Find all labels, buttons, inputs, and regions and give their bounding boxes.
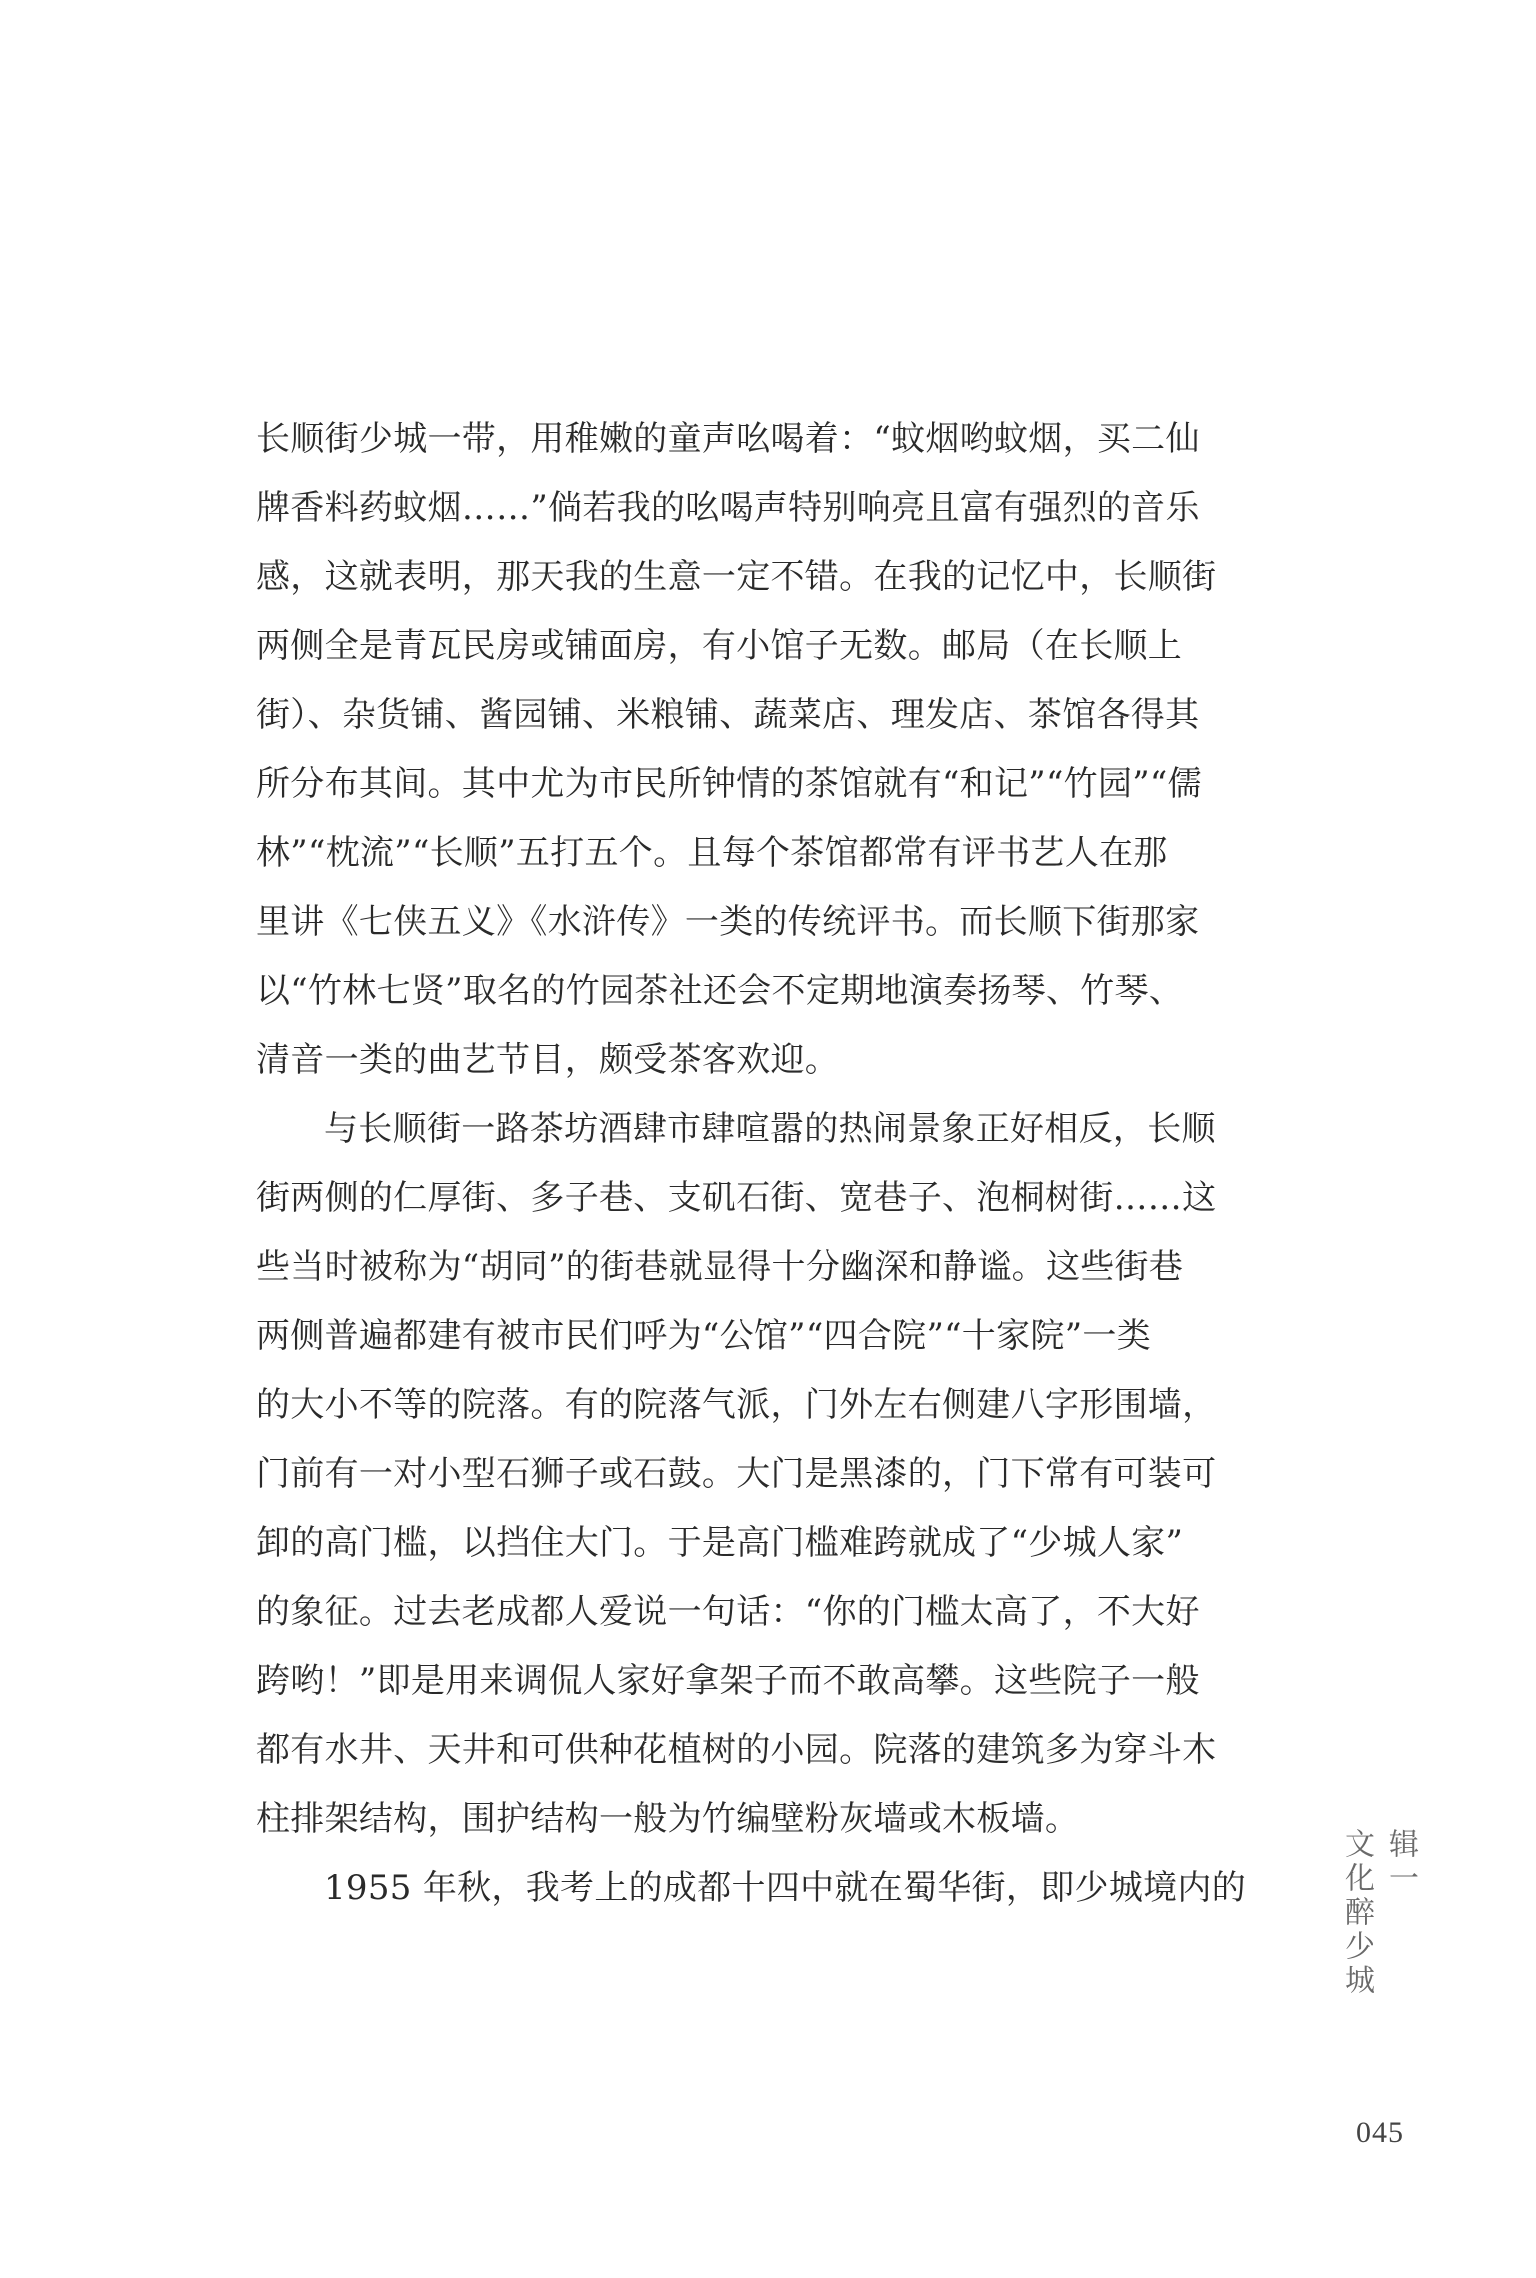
text-line: 长顺街少城一带，用稚嫩的童声吆喝着：“蚊烟哟蚊烟，买二仙 xyxy=(256,419,1200,459)
text-line: 街两侧的仁厚街、多子巷、支矶石街、宽巷子、泡桐树街……这 xyxy=(256,1178,1217,1218)
text-line: 街）、杂货铺、酱园铺、米粮铺、蔬菜店、理发店、茶馆各得其 xyxy=(256,695,1200,735)
page-number: 045 xyxy=(1356,2116,1404,2149)
text-line: 牌香料药蚊烟……”倘若我的吆喝声特别响亮且富有强烈的音乐 xyxy=(256,488,1200,528)
running-head xyxy=(1339,1828,1422,1998)
text-line: 的象征。过去老成都人爱说一句话：“你的门槛太高了，不大好 xyxy=(256,1592,1200,1632)
body-text xyxy=(256,405,1256,1923)
text-line: 门前有一对小型石狮子或石鼓。大门是黑漆的，门下常有可装可 xyxy=(256,1454,1217,1494)
section-title: 文化醉少城 xyxy=(1339,1828,1374,1998)
text-line: 清音一类的曲艺节目，颇受茶客欢迎。 xyxy=(256,1040,840,1080)
section-label: 辑一 xyxy=(1383,1828,1418,1896)
text-line: 都有水井、天井和可供种花植树的小园。院落的建筑多为穿斗木 xyxy=(256,1730,1217,1770)
text-line: 卸的高门槛，以挡住大门。于是高门槛难跨就成了“少城人家” xyxy=(256,1523,1184,1563)
text-line: 以“竹林七贤”取名的竹园茶社还会不定期地演奏扬琴、竹琴、 xyxy=(256,971,1184,1011)
text-line: 林”“枕流”“长顺”五打五个。且每个茶馆都常有评书艺人在那 xyxy=(256,833,1168,873)
text-line: 些当时被称为“胡同”的街巷就显得十分幽深和静谧。这些街巷 xyxy=(256,1247,1184,1287)
text-line: 感，这就表明，那天我的生意一定不错。在我的记忆中，长顺街 xyxy=(256,557,1217,597)
text-line: 跨哟！”即是用来调侃人家好拿架子而不敢高攀。这些院子一般 xyxy=(256,1661,1200,1701)
text-line: 的大小不等的院落。有的院落气派，门外左右侧建八字形围墙， xyxy=(256,1385,1217,1425)
text-line: 所分布其间。其中尤为市民所钟情的茶馆就有“和记”“竹园”“儒 xyxy=(256,764,1202,804)
text-line: 与长顺街一路茶坊酒肆市肆喧嚣的热闹景象正好相反，长顺 xyxy=(324,1109,1216,1149)
text-line: 1955 年秋，我考上的成都十四中就在蜀华街，即少城境内的 xyxy=(324,1868,1247,1908)
text-line: 里讲《七侠五义》《水浒传》一类的传统评书。而长顺下街那家 xyxy=(256,902,1200,942)
text-line: 柱排架结构，围护结构一般为竹编壁粉灰墙或木板墙。 xyxy=(256,1799,1080,1839)
text-line: 两侧普遍都建有被市民们呼为“公馆”“四合院”“十家院”一类 xyxy=(256,1316,1151,1356)
text-line: 两侧全是青瓦民房或铺面房，有小馆子无数。邮局（在长顺上 xyxy=(256,626,1183,666)
